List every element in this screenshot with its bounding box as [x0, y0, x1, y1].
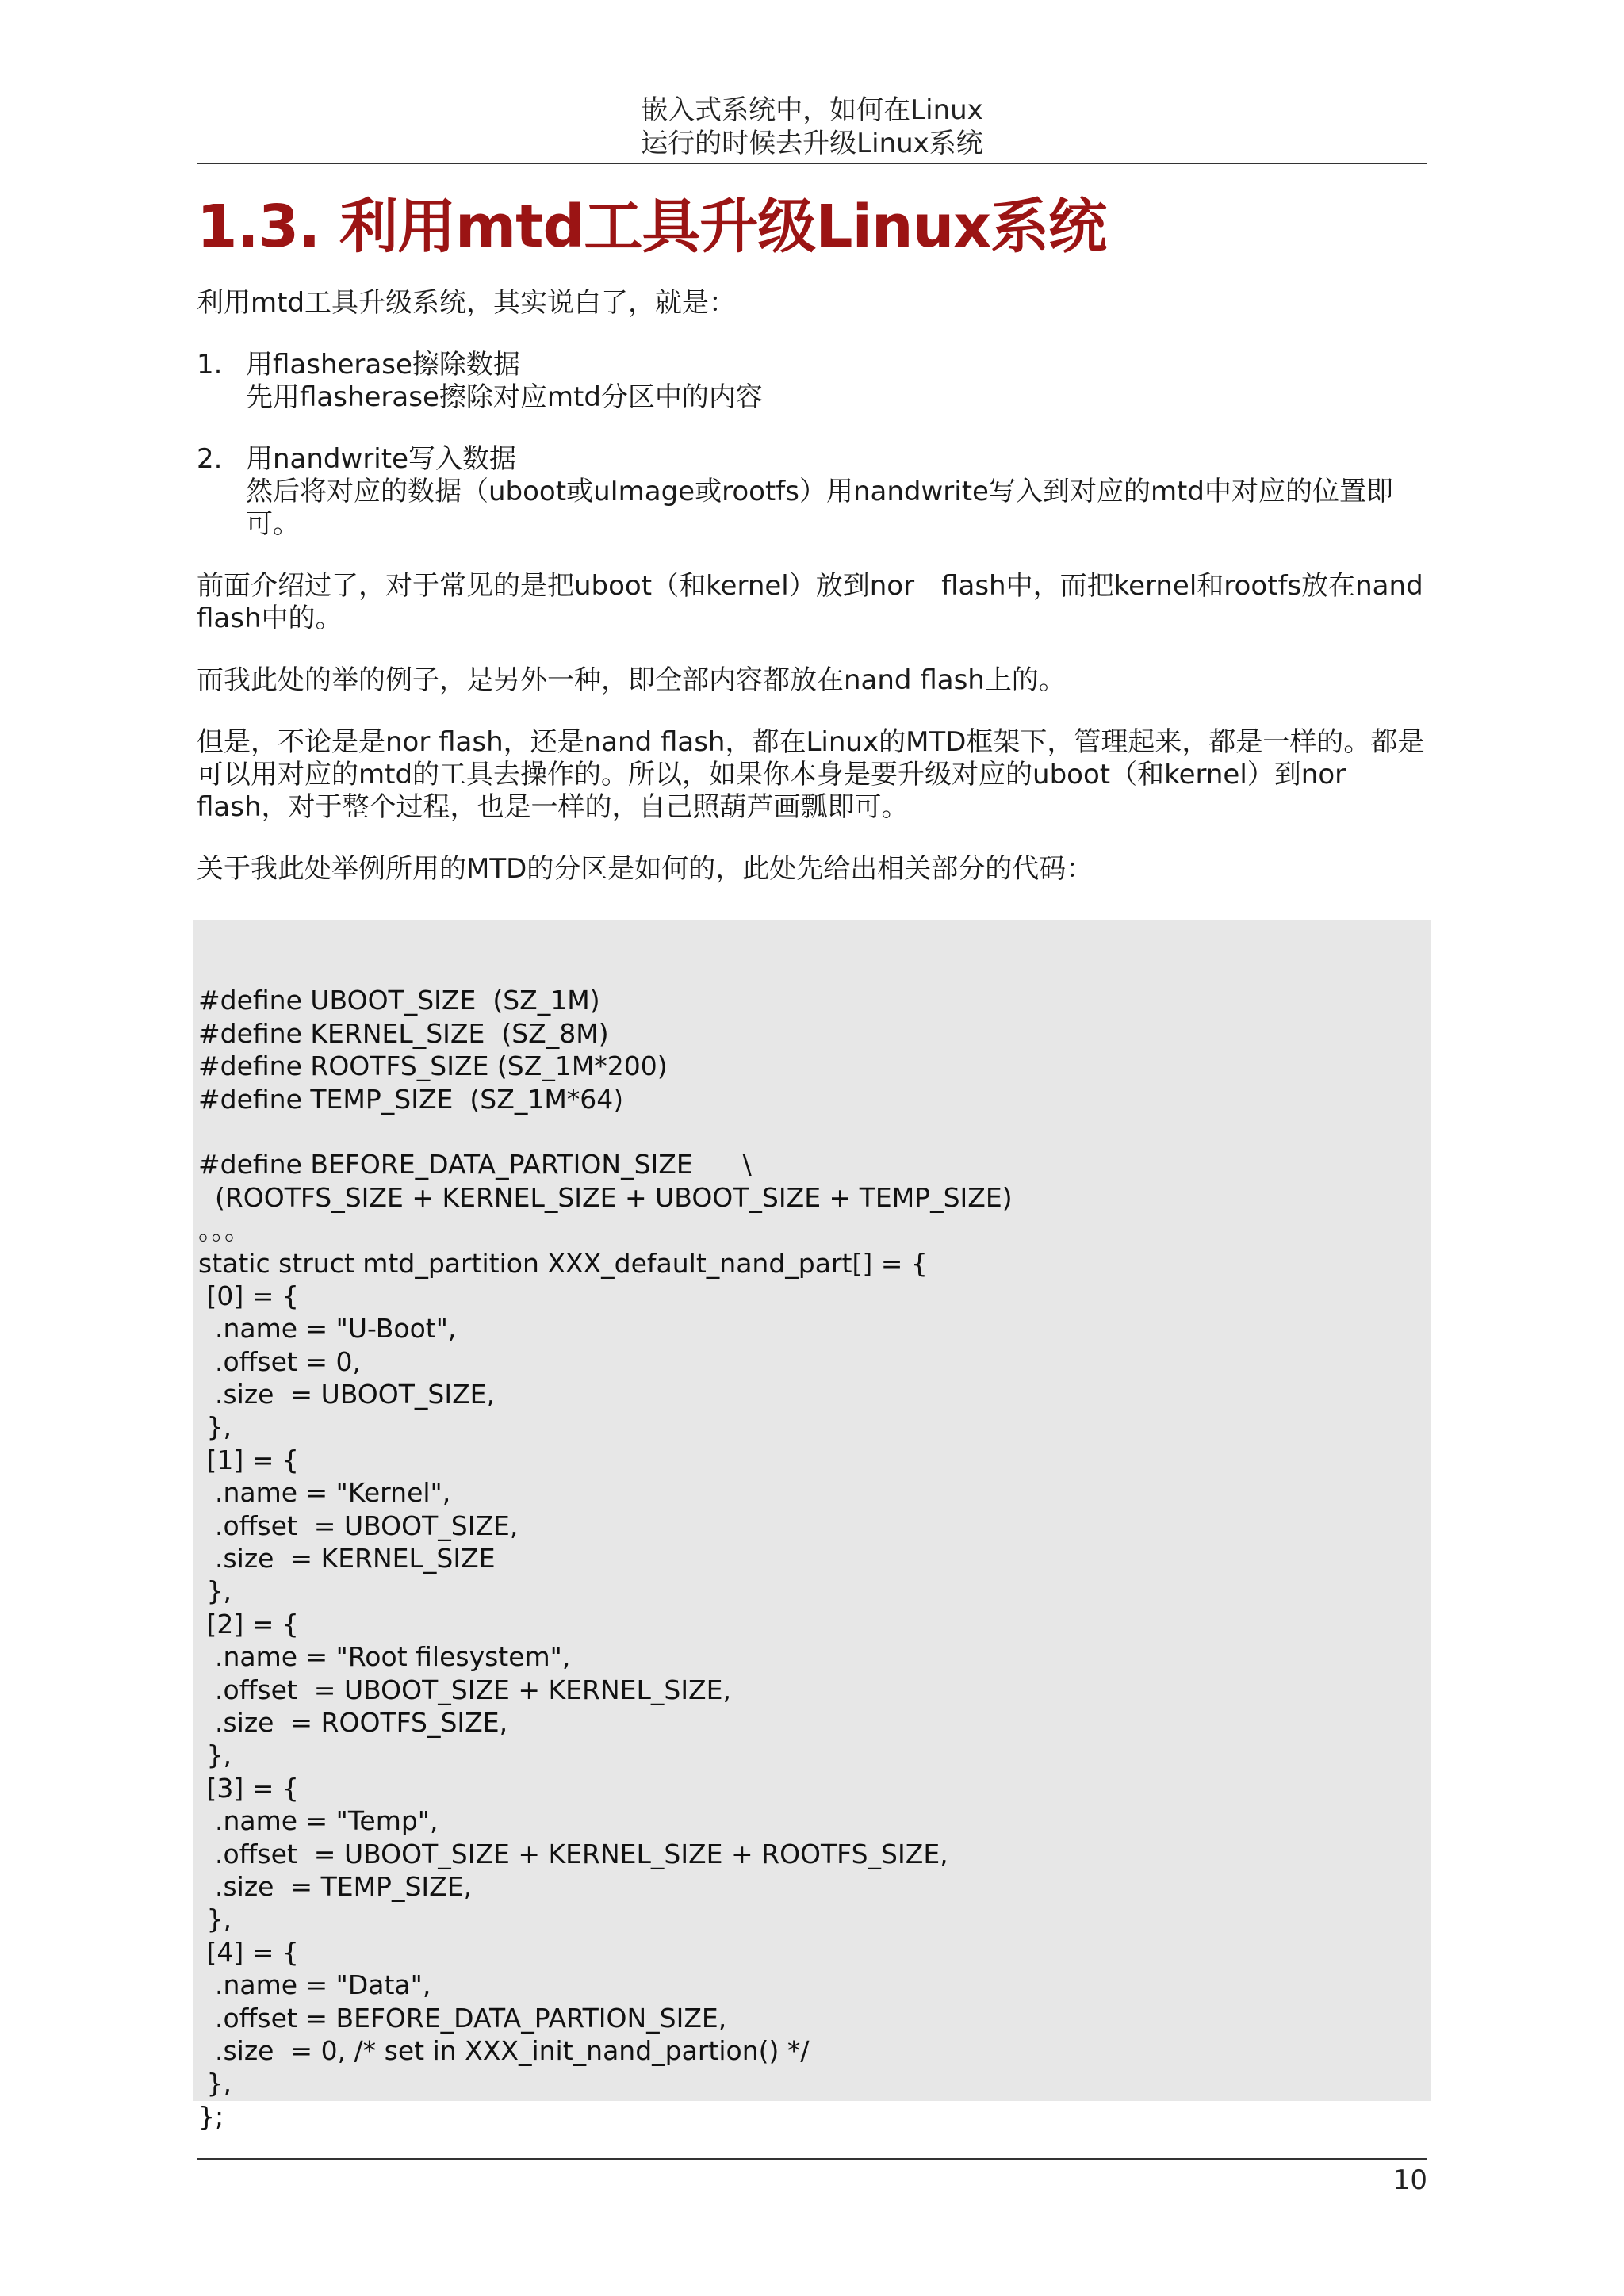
code-line: .name = "Data", — [198, 1969, 431, 2001]
code-line: }, — [198, 2068, 232, 2099]
code-line — [198, 1115, 1431, 1148]
code-line: .offset = UBOOT_SIZE, — [198, 1510, 519, 1541]
code-line: #define ROOTFS_SIZE (SZ_1M*200) — [198, 1050, 668, 1082]
code-line: }, — [198, 1411, 232, 1443]
code-line: .size = ROOTFS_SIZE, — [198, 1706, 508, 1738]
header-divider — [197, 163, 1427, 164]
paragraph: 前面介绍过了，对于常见的是把uboot（和kernel）放到nor flash中，而把kernel和rootfs放在nand flash中的。 — [197, 570, 1423, 634]
code-line: .name = "Kernel", — [198, 1477, 451, 1509]
code-line: #define TEMP_SIZE (SZ_1M*64) — [198, 1083, 624, 1115]
code-line: .offset = UBOOT_SIZE + KERNEL_SIZE, — [198, 1674, 732, 1705]
list-item-title: 用flasherase擦除数据 — [246, 349, 520, 381]
code-line: static struct mtd_partition XXX_default_nand_part[] = { — [198, 1247, 928, 1279]
section-title: 1.3. 利用mtd工具升级Linux系统 — [197, 193, 1107, 261]
code-line: #define BEFORE_DATA_PARTION_SIZE \ — [198, 1149, 752, 1181]
list-item — [197, 443, 1427, 541]
code-line: .size = UBOOT_SIZE, — [198, 1379, 496, 1410]
code-line: #define KERNEL_SIZE (SZ_8M) — [198, 1017, 609, 1049]
code-line: }, — [198, 1739, 232, 1771]
list-item-title: 用nandwrite写入数据 — [246, 443, 516, 475]
code-line: }; — [198, 2100, 224, 2132]
header-line-1: 嵌入式系统中，如何在Linux — [641, 94, 983, 126]
code-line: }, — [198, 1904, 232, 1935]
code-line: [4] = { — [198, 1936, 299, 1968]
paragraph: 关于我此处举例所用的MTD的分区是如何的，此处先给出相关部分的代码： — [197, 853, 1094, 885]
list-item — [197, 349, 1427, 414]
page-number: 10 — [1392, 2164, 1427, 2196]
list-item-number: 1. — [197, 349, 223, 381]
code-line: .size = TEMP_SIZE, — [198, 1870, 473, 1902]
code-line: (ROOTFS_SIZE + KERNEL_SIZE + UBOOT_SIZE + TEMP_SIZE) — [198, 1181, 1013, 1213]
code-line: #define UBOOT_SIZE (SZ_1M) — [198, 985, 600, 1016]
list-item-desc: 然后将对应的数据（uboot或uImage或rootfs）用nandwrite写入到对应的mtd中对应的位置即可。 — [246, 476, 1393, 540]
code-line: [1] = { — [198, 1444, 299, 1475]
code-line: 。。。 — [198, 1215, 251, 1246]
header-line-2: 运行的时候去升级Linux系统 — [641, 128, 983, 159]
code-block — [193, 920, 1431, 2132]
code-line: .size = KERNEL_SIZE — [198, 1543, 496, 1575]
code-line — [198, 951, 1431, 984]
intro-paragraph: 利用mtd工具升级系统，其实说白了，就是： — [197, 287, 737, 319]
code-line: }, — [198, 1575, 232, 1607]
code-line: .offset = UBOOT_SIZE + KERNEL_SIZE + ROOTFS_SIZE, — [198, 1838, 948, 1869]
running-header — [197, 94, 1427, 160]
code-line: [0] = { — [198, 1280, 299, 1311]
code-line: .offset = BEFORE_DATA_PARTION_SIZE, — [198, 2002, 727, 2034]
steps-list — [197, 349, 1427, 541]
paragraph: 但是，不论是是nor flash，还是nand flash，都在Linux的MTD框架下，管理起来，都是一样的。都是可以用对应的mtd的工具去操作的。所以，如果你本身是要升级对应的uboot（和kernel）到nor flash，对于整个过程，也是一样的，自己照葫芦画瓢即可。 — [197, 726, 1425, 823]
body-content — [197, 287, 1427, 915]
list-item-desc: 先用flasherase擦除对应mtd分区中的内容 — [246, 381, 763, 413]
code-line: .size = 0, /* set in XXX_init_nand_partion() */ — [198, 2034, 810, 2066]
code-line: .offset = 0, — [198, 1345, 361, 1377]
code-line: .name = "U-Boot", — [198, 1313, 457, 1345]
code-line: [2] = { — [198, 1608, 299, 1640]
footer-divider — [197, 2158, 1427, 2160]
code-line: .name = "Temp", — [198, 1805, 439, 1837]
code-line: [3] = { — [198, 1772, 299, 1804]
list-item-number: 2. — [197, 443, 223, 475]
code-line: .name = "Root filesystem", — [198, 1641, 571, 1673]
paragraph: 而我此处的举的例子，是另外一种，即全部内容都放在nand flash上的。 — [197, 664, 1066, 696]
